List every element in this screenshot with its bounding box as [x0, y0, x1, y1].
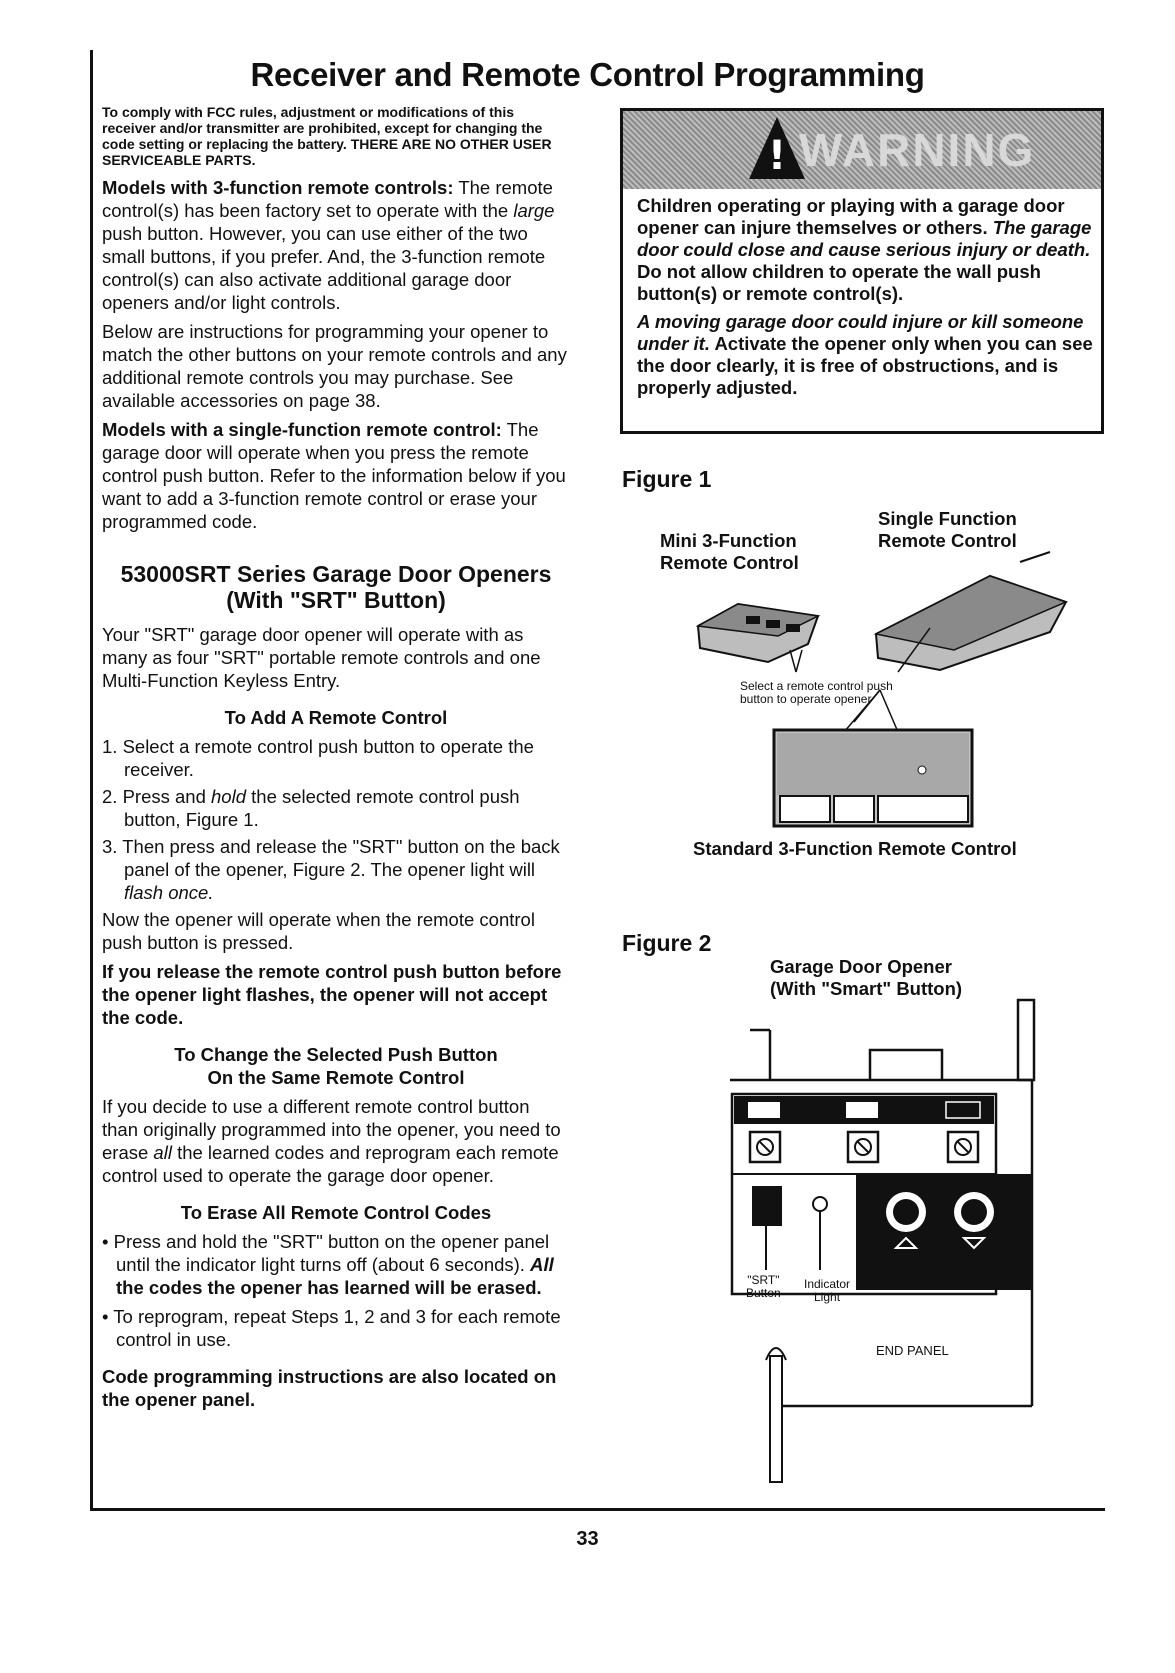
after-steps-para: Now the opener will operate when the remote control push button is pressed.	[102, 909, 535, 953]
single-function-para: Models with a single-function remote control: The garage door will operate when you press the remote control push button. Refer to the information below if you want to add a 3-function remote control or erase your programmed code.	[102, 419, 566, 532]
figure-1-label: Figure 1	[622, 466, 712, 492]
left-column	[102, 104, 570, 1417]
change-button-heading: To Change the Selected Push Button On the Same Remote Control	[174, 1044, 498, 1088]
opener-label: Garage Door Opener (With "Smart" Button)	[770, 956, 963, 999]
step-1: 1. Select a remote control push button to operate the receiver.	[102, 736, 534, 780]
warning-banner	[623, 111, 1101, 189]
release-warning: If you release the remote control push button before the opener light flashes, the opener will not accept the code.	[102, 961, 562, 1028]
series-heading: 53000SRT Series Garage Door Openers (With "SRT" Button)	[120, 561, 552, 613]
exclamation-icon: !	[767, 133, 787, 179]
fcc-notice: To comply with FCC rules, adjustment or modifications of this receiver and/or transmitter are prohibited, except for changing the code setting or replacing the battery. THERE ARE NO OTHER USER SERVICEABLE PARTS.	[102, 104, 552, 168]
warning-box	[620, 108, 1104, 434]
end-panel-label: END PANEL	[876, 1343, 949, 1358]
change-button-para: If you decide to use a different remote control button than originally programmed into the opener, you need to erase all the learned codes and reprogram each remote control used to operate the garage door opener.	[102, 1096, 561, 1186]
three-function-para: Models with 3-function remote controls: The remote control(s) has been factory set to operate with the large push button. However, you can use either of the two small buttons, if you prefer. And, the 3-function remote control(s) can also activate additional garage door openers and/or light controls.	[102, 177, 555, 313]
warning-text: Children operating or playing with a garage door opener can injure themselves or others. The garage door could close and cause serious injury or death. Do not allow children to operate the wall push button(s) or remote control(s). A moving garage door could injure or kill someone under it. Activate the opener only when you can see the door clearly, it is free of obstructions, and is properly adjusted.	[637, 195, 1093, 398]
mini-remote-label: Mini 3-Function Remote Control	[660, 530, 799, 573]
select-button-note: Select a remote control push button to operate opener	[740, 679, 893, 706]
end-panel-drawing	[728, 990, 1038, 1490]
step-2: 2. Press and hold the selected remote control push button, Figure 1.	[102, 786, 520, 830]
erase-bullet-2: • To reprogram, repeat Steps 1, 2 and 3 for each remote control in use.	[102, 1306, 561, 1350]
indicator-light-label: Indicator Light	[804, 1277, 851, 1304]
add-remote-heading: To Add A Remote Control	[224, 707, 448, 728]
below-para: Below are instructions for programming your opener to match the other buttons on your remote controls and any additional remote controls you may purchase. See available accessories on page 38.	[102, 321, 567, 411]
standard-remote-drawing	[774, 730, 972, 826]
erase-codes-heading: To Erase All Remote Control Codes	[180, 1202, 492, 1223]
warning-word: WARNING	[799, 124, 1036, 176]
page-number: 33	[576, 1528, 599, 1550]
standard-remote-label: Standard 3-Function Remote Control	[693, 838, 1017, 859]
page-border-bottom	[90, 1508, 1105, 1511]
code-note: Code programming instructions are also located on the opener panel.	[102, 1366, 557, 1410]
erase-bullet-1: • Press and hold the "SRT" button on the opener panel until the indicator light turns off (about 6 seconds). All the codes the opener has learned will be erased.	[102, 1231, 554, 1298]
single-remote-label: Single Function Remote Control	[878, 508, 1017, 551]
figure-2-label: Figure 2	[622, 930, 712, 956]
step-3: 3. Then press and release the "SRT" button on the back panel of the opener, Figure 2. The opener light will flash once.	[102, 836, 560, 903]
page-border-left	[90, 50, 93, 1510]
page-title: Receiver and Remote Control Programming	[250, 56, 925, 93]
srt-button-label: "SRT" Button	[746, 1273, 781, 1300]
intro-para: Your "SRT" garage door opener will operate with as many as four "SRT" portable remote controls and one Multi-Function Keyless Entry.	[102, 624, 541, 691]
